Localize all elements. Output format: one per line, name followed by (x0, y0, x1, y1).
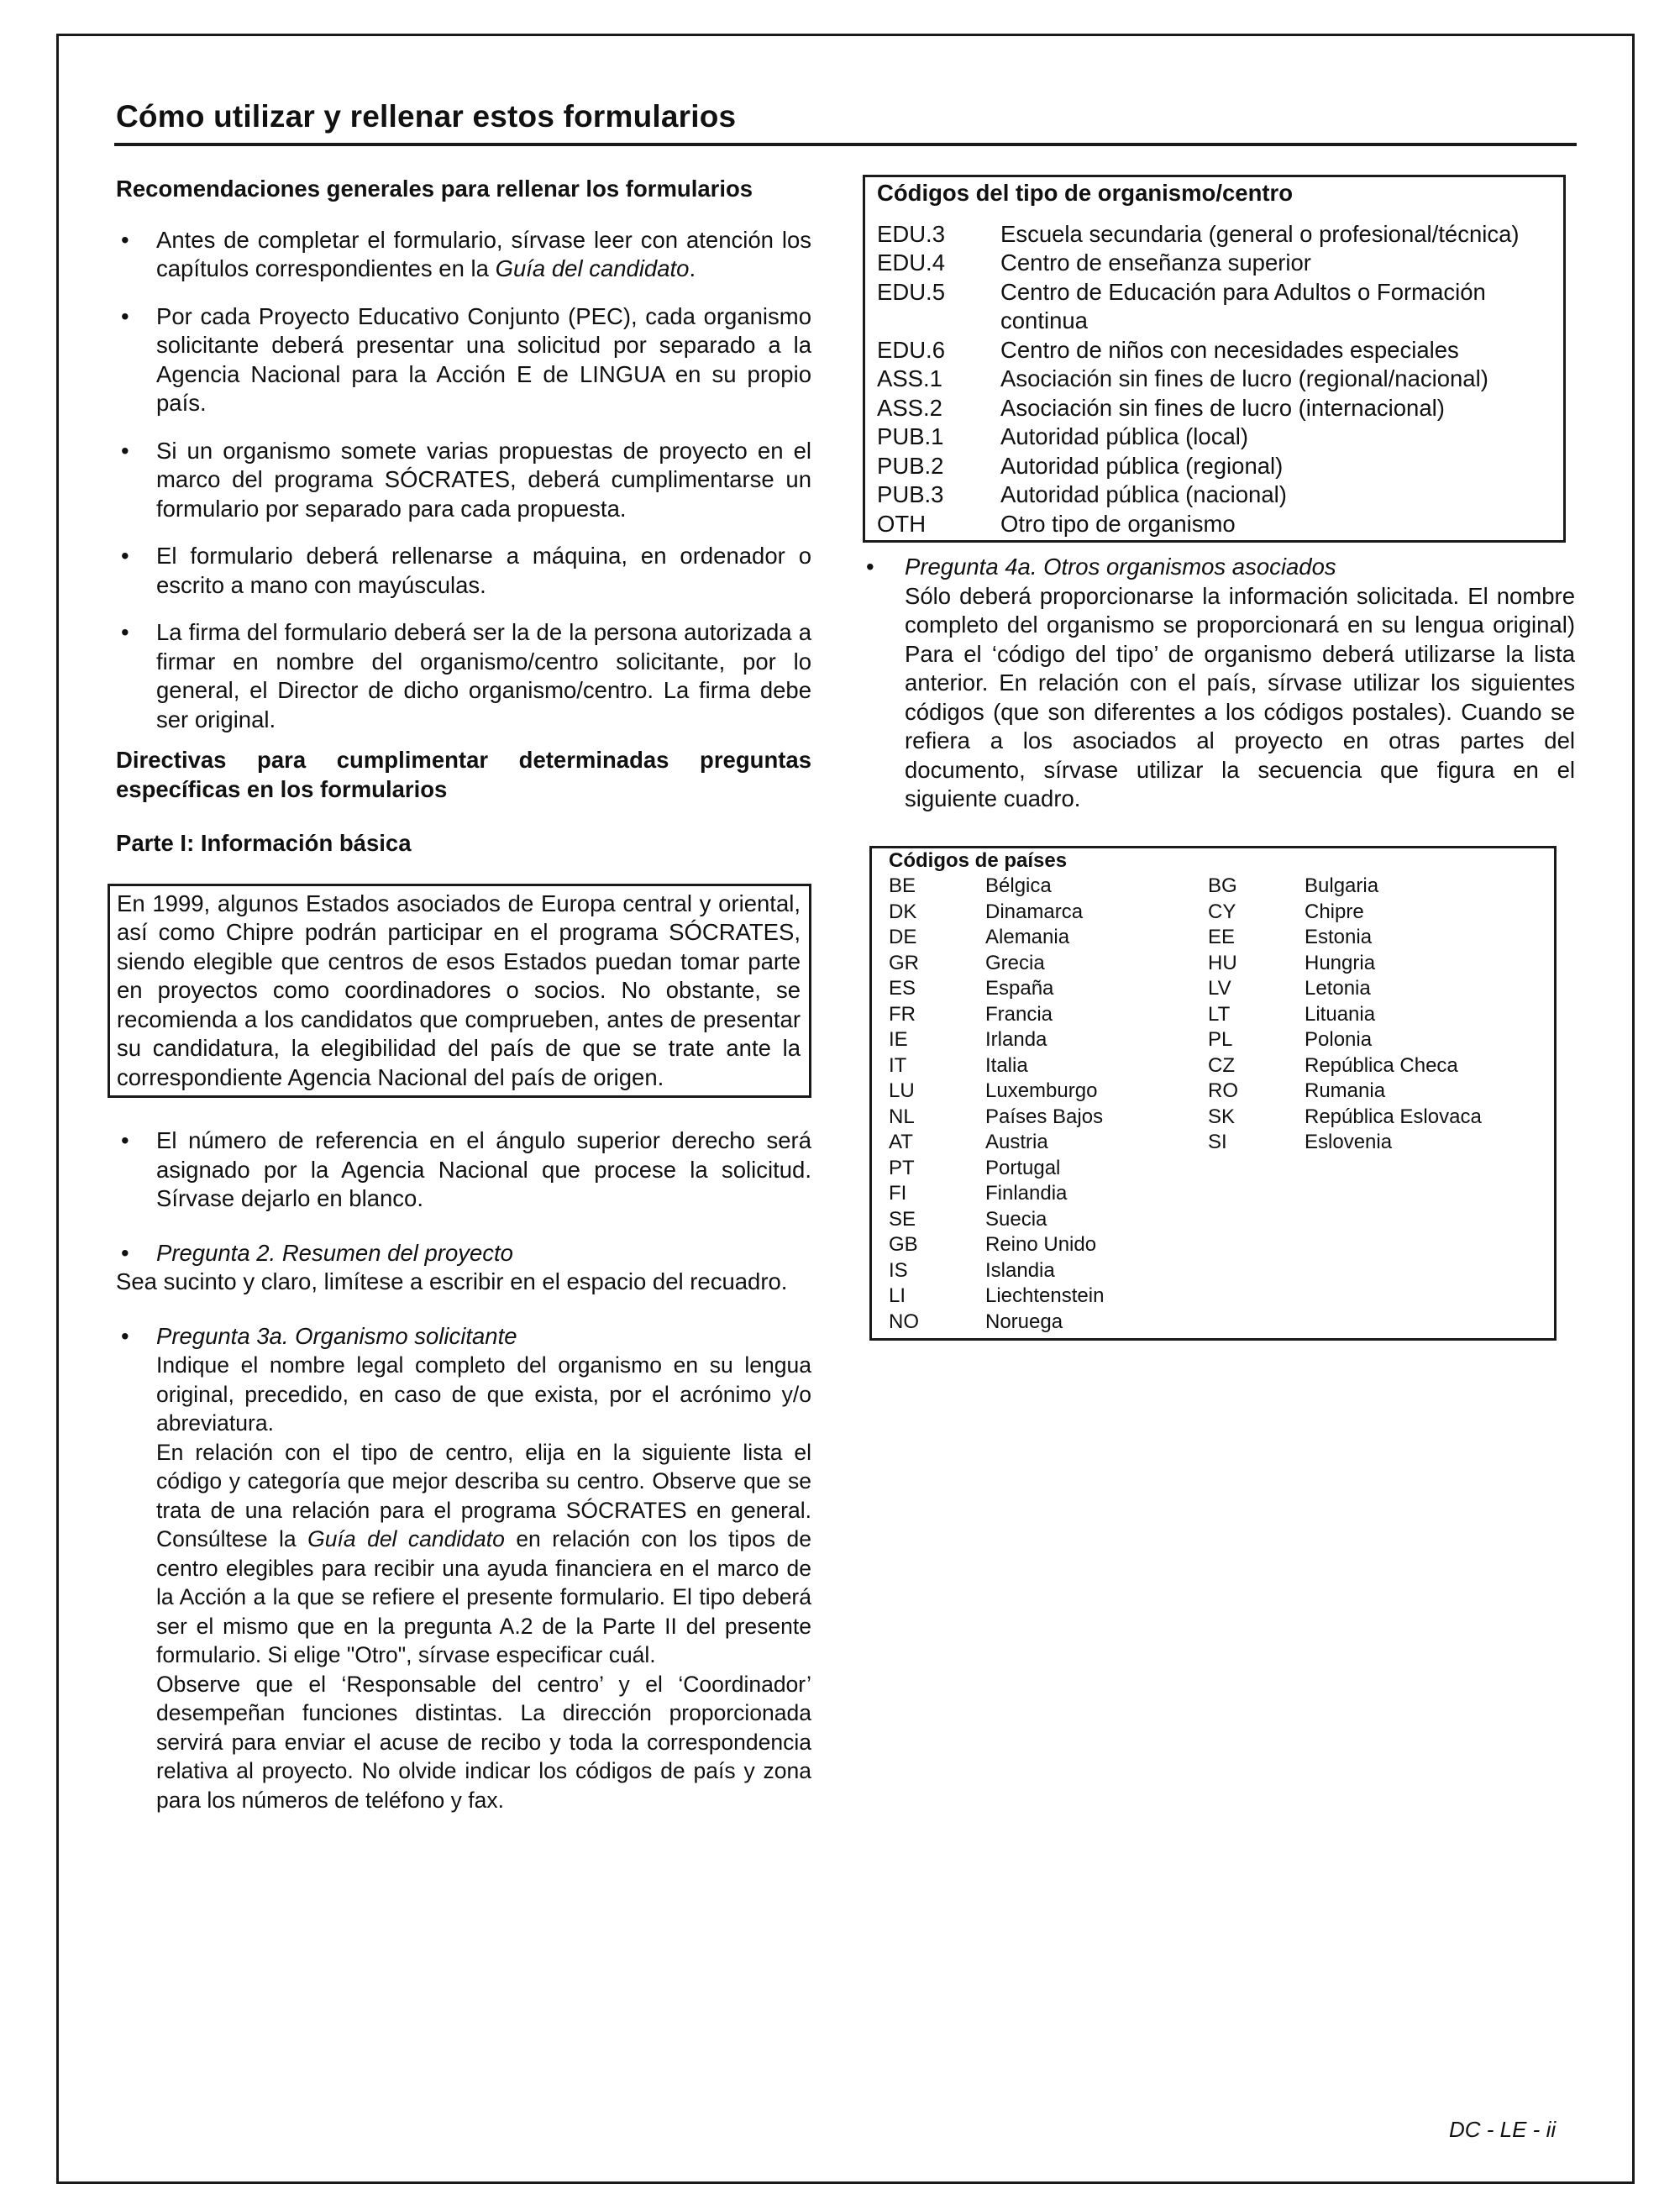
country-code: HU (1208, 951, 1237, 974)
country-name: República Eslovaca (1305, 1105, 1482, 1128)
country-name: Italia (985, 1053, 1028, 1077)
country-name: Hungria (1305, 951, 1376, 974)
list-item-reference-number: • El número de referencia en el ángulo superior derecho será asignado por la Agencia Nacional que procese la solicitud. Sírvase dejarlo en blanco. (121, 1127, 811, 1211)
country-row (1208, 1130, 1527, 1156)
org-code-row (877, 336, 1551, 365)
country-name: Irlanda (985, 1028, 1047, 1051)
org-description: Centro de niños con necesidades especiales (1000, 336, 1459, 363)
org-description: Autoridad pública (nacional) (1000, 481, 1287, 507)
list-item-question-4a: • Pregunta 4a. Otros organismos asociados Sólo deberá proporcionarse la información solicitada. El nombre completo del organismo se proporcionará en su lengua original) Para el ‘código del tipo’ de organismo deberá utilizarse la lista anterior. En relación con el país, sírvase utilizar los siguientes códigos (que son diferentes a los códigos postales). Cuando se refiera a los asociados al proyecto en otras partes del documento, sírvase utilizar la secuencia que figura en el siguiente cuadro. (861, 553, 1575, 814)
list-item: • Antes de completar el formulario, sírvase leer con atención los capítulos correspondientes en la Guía del candidato. (121, 226, 811, 281)
country-name: Portugal (985, 1156, 1061, 1179)
country-name: Polonia (1305, 1028, 1373, 1051)
country-name: República Checa (1305, 1053, 1458, 1077)
org-code-row (877, 510, 1551, 539)
country-name: Eslovenia (1305, 1131, 1393, 1153)
country-row (889, 900, 1208, 926)
org-code-row (877, 480, 1551, 510)
org-code-row (877, 365, 1551, 394)
bullet-icon: • (121, 1322, 129, 1349)
country-code: LT (1208, 1002, 1231, 1026)
country-code: LU (889, 1079, 915, 1102)
country-row (889, 1002, 1208, 1028)
org-description: Autoridad pública (local) (1000, 423, 1249, 449)
country-row (889, 1232, 1208, 1258)
country-row (1208, 874, 1527, 900)
country-row (1208, 925, 1527, 951)
country-code: DK (889, 900, 917, 923)
org-description: Centro de Educación para Adultos o Formación continua (1000, 278, 1486, 333)
country-code: AT (889, 1131, 913, 1153)
country-name: Suecia (985, 1207, 1047, 1231)
org-description: Otro tipo de organismo (1000, 510, 1236, 537)
country-row (889, 925, 1208, 951)
bullet-icon: • (121, 437, 129, 464)
list-item-question-2: • Pregunta 2. Resumen del proyecto (116, 1239, 811, 1268)
org-code-row (877, 394, 1551, 423)
right-column (861, 175, 1575, 1341)
org-description: Escuela secundaria (general o profesional/técnica) (1000, 220, 1520, 247)
org-code-row (877, 220, 1551, 249)
page-title: Cómo utilizar y rellenar estos formularios (116, 99, 737, 134)
bullet-icon: • (866, 554, 874, 580)
org-code-row (877, 452, 1551, 481)
org-code: PUB.2 (877, 452, 944, 479)
country-code: PT (889, 1156, 915, 1179)
country-code: SE (889, 1207, 916, 1231)
list-item: • La firma del formulario deberá ser la de la persona autorizada a firmar en nombre del organismo/centro solicitante, por lo general, el Director de dicho organismo/centro. La firma debe ser original. (121, 619, 811, 732)
section-heading-general-recommendations: Recomendaciones generales para rellenar los formularios (116, 176, 753, 202)
country-code: BG (1208, 874, 1237, 897)
country-column-2 (1208, 874, 1527, 1335)
country-code: IT (889, 1053, 907, 1077)
org-code: EDU.5 (877, 278, 945, 305)
country-code: PL (1208, 1028, 1233, 1051)
page-footer-code: DC - LE - ii (1449, 2117, 1557, 2142)
country-name: Dinamarca (985, 900, 1084, 923)
country-row (1208, 1053, 1527, 1079)
org-code-row (877, 278, 1551, 336)
bullet-icon: • (121, 226, 129, 253)
org-description: Centro de enseñanza superior (1000, 249, 1311, 276)
country-row (1208, 900, 1527, 926)
country-name: Bulgaria (1305, 874, 1379, 897)
bullet-icon: • (121, 302, 129, 329)
question-3a-paragraph-1: Indique el nombre legal completo del organismo en su lengua original, precedido, en caso de que exista, por el acrónimo y/o abreviatura. (156, 1352, 811, 1436)
country-row (889, 951, 1208, 977)
org-code: EDU.4 (877, 249, 945, 276)
country-name: Bélgica (985, 874, 1052, 897)
country-code: FI (889, 1182, 907, 1205)
bullet-icon: • (121, 1239, 129, 1266)
country-row (889, 874, 1208, 900)
org-code-row (877, 423, 1551, 452)
country-row (889, 1156, 1208, 1182)
org-code: PUB.3 (877, 481, 944, 507)
question-4a-text: Sólo deberá proporcionarse la información solicitada. El nombre completo del organismo se proporcionará en su lengua original) Para el ‘código del tipo’ de organismo deberá utilizarse la lista anterior. En relación con el país, sírvase utilizar los siguientes códigos (que son diferentes a los códigos postales). Cuando se refiera a los asociados al proyecto en otras partes del documento, sírvase utilizar la secuencia que figura en el siguiente cuadro. (905, 582, 1575, 811)
title-underline (114, 143, 1577, 146)
country-row (1208, 1002, 1527, 1028)
country-name: Austria (985, 1131, 1048, 1153)
section-heading-directives: Directivas para cumplimentar determinadas preguntas específicas en los formularios (116, 747, 811, 802)
list-item: • Por cada Proyecto Educativo Conjunto (PEC), cada organismo solicitante deberá presentar una solicitud por separado a la Agencia Nacional para la Acción E de LINGUA en su propio país. (121, 302, 811, 416)
bullet-icon: • (121, 1127, 129, 1153)
country-name: Rumania (1305, 1079, 1386, 1102)
org-code: PUB.1 (877, 423, 944, 449)
org-code-row (877, 249, 1551, 278)
country-code: SI (1208, 1131, 1227, 1153)
country-row (889, 1258, 1208, 1284)
country-name: Estonia (1305, 926, 1373, 948)
question-2-text: Sea sucinto y claro, limítese a escribir en el espacio del recuadro. (116, 1268, 788, 1294)
country-row (889, 1284, 1208, 1310)
bullet-icon: • (121, 619, 129, 645)
country-code: RO (1208, 1079, 1238, 1102)
country-code: NO (889, 1310, 919, 1333)
country-code: SK (1208, 1105, 1236, 1128)
country-row (889, 976, 1208, 1002)
country-code: IS (889, 1258, 908, 1282)
list-item: • El formulario deberá rellenarse a máquina, en ordenador o escrito a mano con mayúsculas. (121, 543, 811, 598)
country-code: DE (889, 926, 917, 948)
org-code: EDU.3 (877, 220, 945, 247)
country-codes-grid (889, 874, 1542, 1335)
org-type-codes-box (863, 175, 1566, 543)
country-row (1208, 976, 1527, 1002)
country-code: ES (889, 977, 916, 1000)
country-name: Luxemburgo (985, 1079, 1098, 1102)
country-code: LI (889, 1284, 906, 1307)
country-row (1208, 1105, 1527, 1131)
country-name: Alemania (985, 926, 1070, 948)
section-heading-part-1: Parte I: Información básica (116, 830, 412, 856)
country-name: Chipre (1305, 900, 1364, 923)
bullet-icon: • (121, 543, 129, 569)
country-row (889, 1105, 1208, 1131)
list-item-question-3a: • Pregunta 3a. Organismo solicitante Indique el nombre legal completo del organismo en su lengua original, precedido, en caso de que exista, por el acrónimo y/o abreviatura. En relación con el tipo de centro, elija en la siguiente lista el código y categoría que mejor describa su centro. Observe que se trata de una relación para el programa SÓCRATES en general. Consúltese la Guía del candidato en relación con los tipos de centro elegibles para recibir una ayuda financiera en el marco de la Acción a la que se refiere el presente formulario. El tipo deberá ser el mismo que en la pregunta A.2 de la Parte II del presente formulario. Si elige "Otro", sírvase especificar cuál. Observe que el ‘Responsable del centro’ y el ‘Coordinador’ desempeñan funciones distintas. La dirección proporcionada servirá para enviar el acuse de recibo y toda la correspondencia relativa al proyecto. No olvide indicar los códigos de país y zona para los números de teléfono y fax. (116, 1322, 811, 1815)
country-name: Finlandia (985, 1182, 1068, 1205)
question-3a-paragraph-3: Observe que el ‘Responsable del centro’ y el ‘Coordinador’ desempeñan funciones distintas. La dirección proporcionada servirá para enviar el acuse de recibo y toda la correspondencia relativa al proyecto. No olvide indicar los códigos de país y zona para los números de teléfono y fax. (156, 1671, 811, 1813)
country-row (889, 1207, 1208, 1233)
country-row (889, 1130, 1208, 1156)
country-code: CY (1208, 900, 1236, 923)
country-name: Reino Unido (985, 1233, 1097, 1256)
org-type-codes-title: Códigos del tipo de organismo/centro (877, 180, 1294, 206)
list-item: • Si un organismo somete varias propuestas de proyecto en el marco del programa SÓCRATES, deberá cumplimentarse un formulario por separado para cada propuesta. (121, 437, 811, 522)
country-code: NL (889, 1105, 915, 1128)
country-row (889, 1181, 1208, 1207)
org-description: Asociación sin fines de lucro (internacional) (1000, 394, 1445, 421)
country-name: Países Bajos (985, 1105, 1104, 1128)
org-description: Autoridad pública (regional) (1000, 452, 1284, 479)
org-code: ASS.1 (877, 365, 942, 391)
country-code: LV (1208, 977, 1231, 1000)
country-name: Islandia (985, 1258, 1055, 1282)
country-code: BE (889, 874, 916, 897)
country-name: Letonia (1305, 977, 1371, 1000)
country-name: Lituania (1305, 1002, 1376, 1026)
country-codes-title: Códigos de países (889, 848, 1068, 872)
country-code: EE (1208, 926, 1236, 948)
country-row (889, 1310, 1208, 1336)
country-codes-box (869, 846, 1557, 1341)
country-row (1208, 1079, 1527, 1105)
country-code: GR (889, 951, 919, 974)
org-code: EDU.6 (877, 336, 945, 363)
country-code: IE (889, 1028, 908, 1051)
country-row (889, 1053, 1208, 1079)
country-row (889, 1079, 1208, 1105)
org-code: OTH (877, 510, 927, 537)
country-row (889, 1027, 1208, 1053)
country-code: CZ (1208, 1053, 1235, 1077)
country-code: FR (889, 1002, 916, 1026)
country-code: GB (889, 1233, 918, 1256)
country-name: Grecia (985, 951, 1045, 974)
country-column-1 (889, 874, 1208, 1335)
org-description: Asociación sin fines de lucro (regional/nacional) (1000, 365, 1488, 391)
country-row (1208, 1027, 1527, 1053)
country-name: Noruega (985, 1310, 1063, 1333)
org-code: ASS.2 (877, 394, 942, 421)
question-3a-paragraph-2: En relación con el tipo de centro, elija en la siguiente lista el código y categoría que mejor describa su centro. Observe que se trata de una relación para el programa SÓCRATES en general. Consúltese la Guía del candidato en relación con los tipos de centro elegibles para recibir una ayuda financiera en el marco de la Acción a la que se refiere el presente formulario. El tipo deberá ser el mismo que en la pregunta A.2 de la Parte II del presente formulario. Si elige "Otro", sírvase especificar cuál. (156, 1439, 811, 1667)
country-row (1208, 951, 1527, 977)
eligibility-notice-box: En 1999, algunos Estados asociados de Europa central y oriental, así como Chipre podrán participar en el programa SÓCRATES, siendo elegible que centros de esos Estados puedan tomar parte en proyectos como coordinadores o socios. No obstante, se recomienda a los candidatos que comprueben, antes de presentar su candidatura, la elegibilidad del país de que se trate ante la correspondiente Agencia Nacional del país de origen. (108, 884, 811, 1099)
country-name: España (985, 977, 1054, 1000)
left-column (116, 175, 811, 1814)
country-name: Francia (985, 1002, 1053, 1026)
country-name: Liechtenstein (985, 1284, 1105, 1307)
